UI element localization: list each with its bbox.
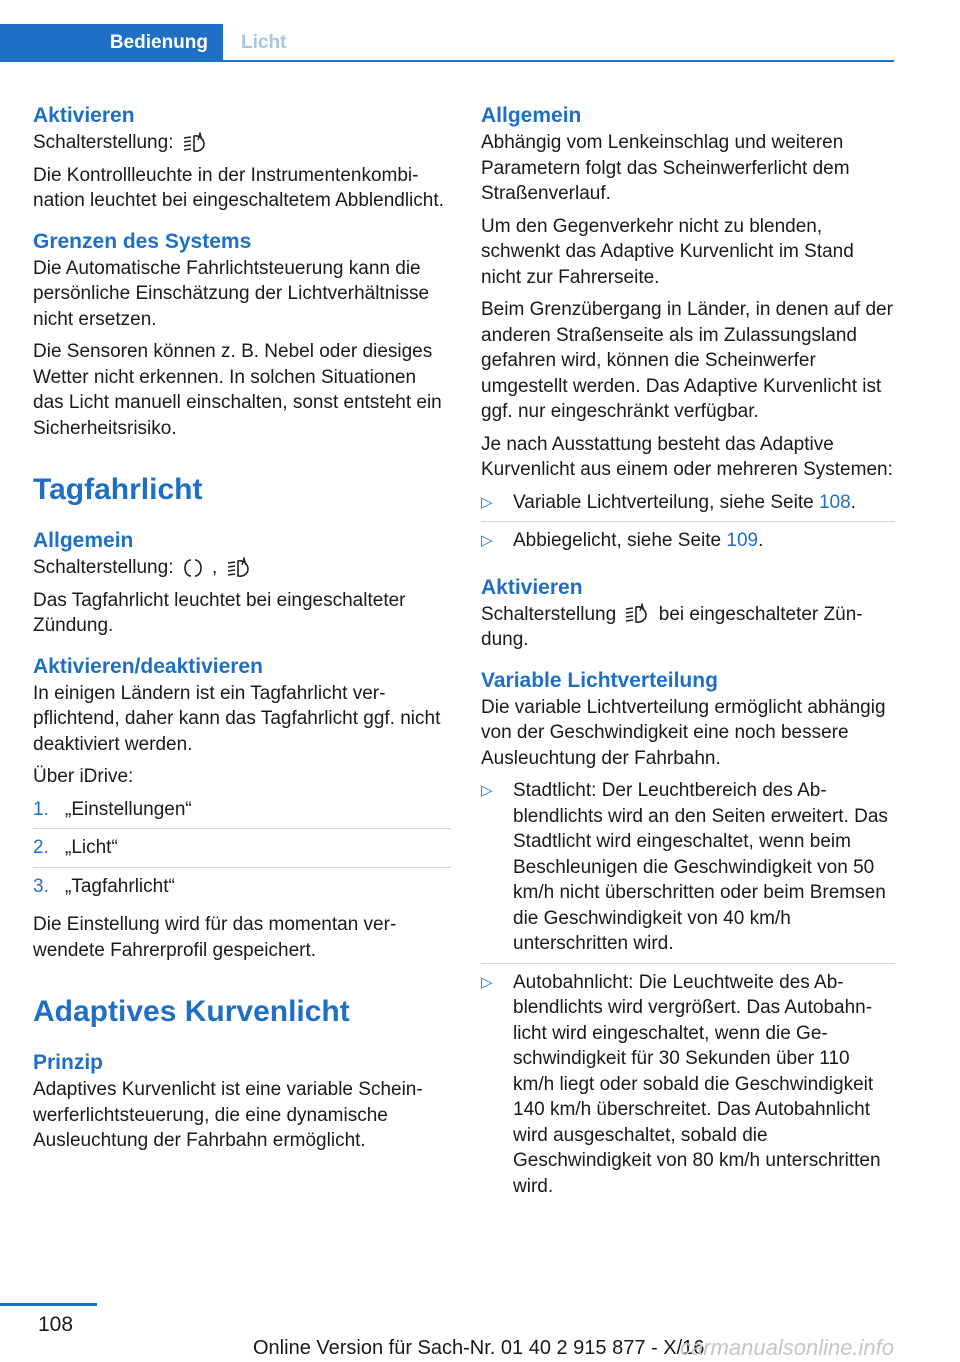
triangle-bullet-icon: ▷ <box>481 493 493 511</box>
step-text: „Einstellungen“ <box>65 798 192 820</box>
schalter-line-2 <box>33 555 451 581</box>
prinzip-p: Adaptives Kurvenlicht ist eine variable Scheinwerferlichtsteuerung, die eine dynamische Ausleuchtung der Fahrbahn ermöglicht. <box>33 1079 423 1151</box>
list-text: Variable Lichtverteilung, siehe Seite <box>513 491 819 513</box>
heading-prinzip: Prinzip <box>33 1051 104 1074</box>
page-number: 108 <box>38 1313 74 1336</box>
systems-list <box>481 490 895 560</box>
list-text: Stadtlicht: Der Leuchtbereich des Abblendlichts wird an den Seiten erweitert. Das Stadtlicht wird eingeschaltet, wenn beim Beschleunigen die Geschwindigkeit von 50 km/h nicht überschritten oder beim Bremsen die Geschwindigkeit von 40 km/h unterschritten wird. <box>513 780 888 954</box>
list-text: Autobahnlicht: Die Leuchtweite des Abblendlichts wird vergrößert. Das Autobahnlicht wird eingeschaltet, wenn die Geschwindigkeit für 30 Sekunden über 110 km/h liegt oder sobald die Geschwindigkeit 140 km/h überschreitet. Das Autobahnlicht wird ausgeschaltet, sobald die Geschwindigkeit von 80 km/h unterschritten wird. <box>513 971 881 1197</box>
list-item <box>481 778 895 963</box>
page-link-109[interactable]: 109 <box>726 530 759 551</box>
kontroll-text: Die Kontrollleuchte in der Instrumentenkombination leuchtet bei eingeschaltetem Abblendlicht. <box>33 164 444 211</box>
heading-aktivieren-right: Aktivieren <box>481 575 583 599</box>
right-p3: Beim Grenzübergang in Länder, in denen auf der anderen Straßenseite als im Zulassungsland gefahren wird, können die Scheinwerfer umgestellt werden. Das Adaptive Kurvenlicht ist ggf. nur eingeschränkt verfügbar. <box>481 299 893 422</box>
list-end: . <box>850 491 856 513</box>
heading-grenzen: Grenzen des Systems <box>33 229 252 253</box>
heading-adaptive: Adaptives Kurvenlicht <box>33 995 350 1028</box>
tagfahr-p: Das Tagfahrlicht leuchtet bei eingeschalteter Zündung. <box>33 589 406 636</box>
akt-deakt-p: In einigen Ländern ist ein Tagfahrlicht verpflichtend, daher kann das Tagfahrlicht ggf. nicht deaktiviert werden. <box>33 682 441 755</box>
variable-list <box>481 778 895 1205</box>
schalter-line-right <box>481 602 895 653</box>
list-item <box>481 521 895 560</box>
chapter-tabs <box>0 24 894 62</box>
auto-headlight-icon <box>183 132 207 154</box>
heading-akt-deakt: Aktivieren/deaktivieren <box>33 654 263 678</box>
right-p1: Abhängig vom Lenkeinschlag und weiteren Parametern folgt das Scheinwerferlicht dem Straßenverlauf. <box>481 132 850 204</box>
idrive-label: Über iDrive: <box>33 766 134 787</box>
grenzen-p2: Die Sensoren können z. B. Nebel oder diesiges Wetter nicht erkennen. In solchen Situationen das Licht manuell einschalten, sonst entsteht ein Sicherheitsrisiko. <box>33 341 442 439</box>
tab-licht[interactable]: Licht <box>241 32 287 53</box>
schalter-line-1 <box>33 130 451 156</box>
step-text: „Tagfahrlicht“ <box>65 875 175 897</box>
auto-headlight-icon <box>227 557 251 579</box>
right-p4: Je nach Ausstattung besteht das Adaptive Kurvenlicht aus einem oder mehreren Systemen: <box>481 433 893 480</box>
list-item <box>481 963 895 1206</box>
step-number: 1. <box>33 798 49 820</box>
heading-allgemein-left: Allgemein <box>33 529 134 552</box>
online-version-text: Online Version für Sach-Nr. 01 40 2 915 877 - X/16 <box>253 1337 705 1359</box>
header-rule <box>0 60 894 62</box>
list-item <box>33 867 451 906</box>
einstellung-p: Die Einstellung wird für das momentan verwendete Fahrerprofil gespeichert. <box>33 914 397 961</box>
left-column <box>33 102 451 1161</box>
schalter-label: Schalterstellung: <box>33 132 174 153</box>
list-text: Abbiegelicht, siehe Seite <box>513 530 727 551</box>
grenzen-p1: Die Automatische Fahrlichtsteuerung kann die persönliche Einschätzung der Lichtverhältnisse nicht ersetzen. <box>33 257 430 330</box>
step-number: 2. <box>33 837 49 858</box>
auto-headlight-icon <box>625 603 649 625</box>
list-item <box>33 797 451 829</box>
right-column <box>481 102 895 1212</box>
variable-p: Die variable Lichtverteilung ermöglicht abhängig von der Geschwindigkeit eine noch bessere Ausleuchtung der Fahrbahn. <box>481 696 886 769</box>
list-item <box>33 828 451 867</box>
list-item <box>481 490 895 522</box>
page-number-rule <box>0 1303 97 1306</box>
page-link-108[interactable]: 108 <box>818 491 851 513</box>
heading-allgemein-right: Allgemein <box>481 104 582 127</box>
triangle-bullet-icon: ▷ <box>481 782 493 799</box>
watermark: carmanualsonline.info <box>680 1335 895 1360</box>
heading-tagfahrlicht: Tagfahrlicht <box>33 473 203 506</box>
list-end: . <box>758 530 764 551</box>
triangle-bullet-icon: ▷ <box>481 532 493 549</box>
schalter-label-right: Schalterstellung <box>481 603 617 625</box>
heading-variable: Variable Lichtverteilung <box>481 668 718 692</box>
comma: , <box>212 557 218 578</box>
schalter-suffix: bei eingeschalteter Zündung. <box>481 603 863 650</box>
right-p2: Um den Gegenverkehr nicht zu blenden, schwenkt das Adaptive Kurvenlicht im Stand nicht zur Fahrerseite. <box>481 215 854 288</box>
idrive-steps <box>33 797 451 906</box>
step-text: „Licht“ <box>65 837 118 858</box>
step-number: 3. <box>33 875 49 897</box>
tab-bedienung[interactable]: Bedienung <box>0 24 223 62</box>
schalter-label-2: Schalterstellung: <box>33 557 174 578</box>
heading-aktivieren: Aktivieren <box>33 104 135 127</box>
triangle-bullet-icon: ▷ <box>481 973 493 991</box>
parking-light-icon <box>183 557 203 579</box>
